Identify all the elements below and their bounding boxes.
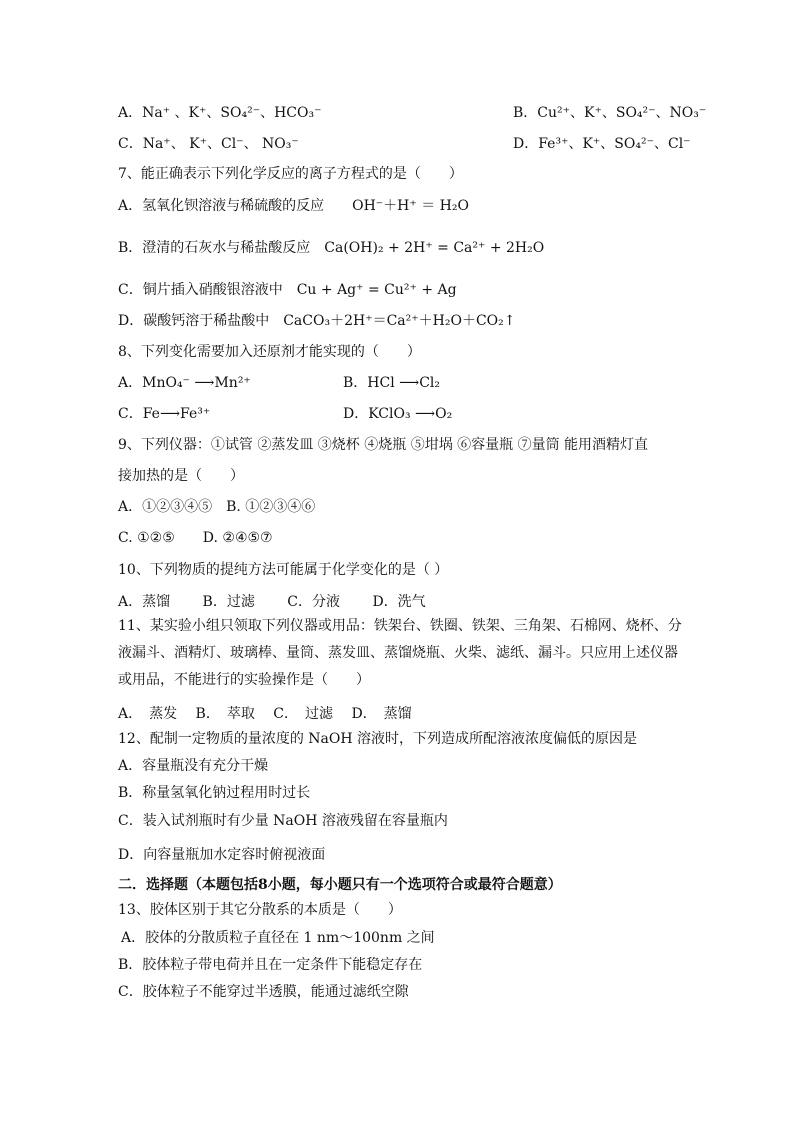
q7-option-b: B．澄清的石灰水与稀盐酸反应 Ca(OH)₂ + 2H⁺ = Ca²⁺ + 2H₂O	[118, 240, 545, 256]
q9-stem-line-2: 接加热的是（ ）	[118, 468, 244, 484]
q12-option-d: D．向容量瓶加水定容时俯视液面	[118, 847, 326, 863]
q6-option-c: C．Na⁺、 K⁺、Cl⁻、 NO₃⁻	[118, 136, 299, 152]
q8-option-d: D．KClO₃ ⟶O₂	[343, 406, 453, 422]
q9-options-cd: C. ①②⑤ D. ②④⑤⑦	[118, 530, 273, 546]
q11-stem-line-1: 11、某实验小组只领取下列仪器或用品：铁架台、铁圈、铁架、三角架、石棉网、烧杯、分	[118, 618, 682, 634]
q7-stem: 7、能正确表示下列化学反应的离子方程式的是（ ）	[118, 166, 463, 182]
q7-option-c: C．铜片插入硝酸银溶液中 Cu + Ag⁺ = Cu²⁺ + Ag	[118, 282, 457, 298]
q6-option-line-2	[118, 135, 691, 153]
q7-option-a: A．氢氧化钡溶液与稀硫酸的反应 OH⁻＋H⁺ ＝ H₂O	[118, 198, 469, 214]
q8-option-b: B．HCl ⟶Cl₂	[343, 375, 441, 391]
q8-option-line-1	[118, 374, 441, 392]
q12-option-b: B．称量氢氧化钠过程用时过长	[118, 785, 311, 801]
q13-option-a: A．胶体的分散质粒子直径在 1 nm～100nm 之间	[121, 930, 435, 946]
section-2-heading: 二．选择题（本题包括8小题，每小题只有一个选项符合或最符合题意）	[118, 877, 562, 893]
q13-stem: 13、胶体区别于其它分散系的本质是（ ）	[118, 902, 402, 918]
q9-stem-line-1: 9、下列仪器：①试管 ②蒸发皿 ③烧杯 ④烧瓶 ⑤坩埚 ⑥容量瓶 ⑦量筒 能用酒精灯直	[118, 437, 649, 453]
q9-options-ab: A．①②③④⑤ B. ①②③④⑥	[118, 499, 316, 515]
q6-option-a: A．Na⁺ 、K⁺、SO₄²⁻、HCO₃⁻	[118, 105, 322, 121]
q8-stem: 8、下列变化需要加入还原剂才能实现的（ ）	[118, 344, 421, 360]
q10-stem: 10、下列物质的提纯方法可能属于化学变化的是（ ）	[118, 562, 449, 578]
q12-option-a: A．容量瓶没有充分干燥	[118, 758, 269, 774]
q11-stem-line-2: 液漏斗、酒精灯、玻璃棒、量筒、蒸发皿、蒸馏烧瓶、火柴、滤纸、漏斗。只应用上述仪器	[118, 645, 678, 661]
q11-options: A． 蒸发 B． 萃取 C． 过滤 D． 蒸馏	[118, 706, 412, 722]
q7-option-d: D．碳酸钙溶于稀盐酸中 CaCO₃＋2H⁺＝Ca²⁺＋H₂O＋CO₂↑	[118, 313, 516, 329]
q6-option-d: D．Fe³⁺、K⁺、SO₄²⁻、Cl⁻	[513, 136, 691, 152]
q6-option-b: B．Cu²⁺、K⁺、SO₄²⁻、NO₃⁻	[513, 105, 707, 121]
q11-stem-line-3: 或用品，不能进行的实验操作是（ ）	[118, 672, 370, 688]
q12-stem: 12、配制一定物质的量浓度的 NaOH 溶液时，下列造成所配溶液浓度偏低的原因是	[118, 731, 637, 747]
q8-option-a: A．MnO₄⁻ ⟶Mn²⁺	[118, 375, 251, 391]
q10-options: A．蒸馏 B．过滤 C．分液 D．洗气	[118, 594, 426, 610]
q8-option-line-2	[118, 405, 453, 423]
q6-option-line-1	[118, 104, 707, 122]
q8-option-c: C．Fe⟶Fe³⁺	[118, 406, 211, 422]
q13-option-c: C．胶体粒子不能穿过半透膜，能通过滤纸空隙	[118, 984, 409, 1000]
q13-option-b: B．胶体粒子带电荷并且在一定条件下能稳定存在	[118, 957, 423, 973]
q12-option-c: C．装入试剂瓶时有少量 NaOH 溶液残留在容量瓶内	[118, 813, 448, 829]
